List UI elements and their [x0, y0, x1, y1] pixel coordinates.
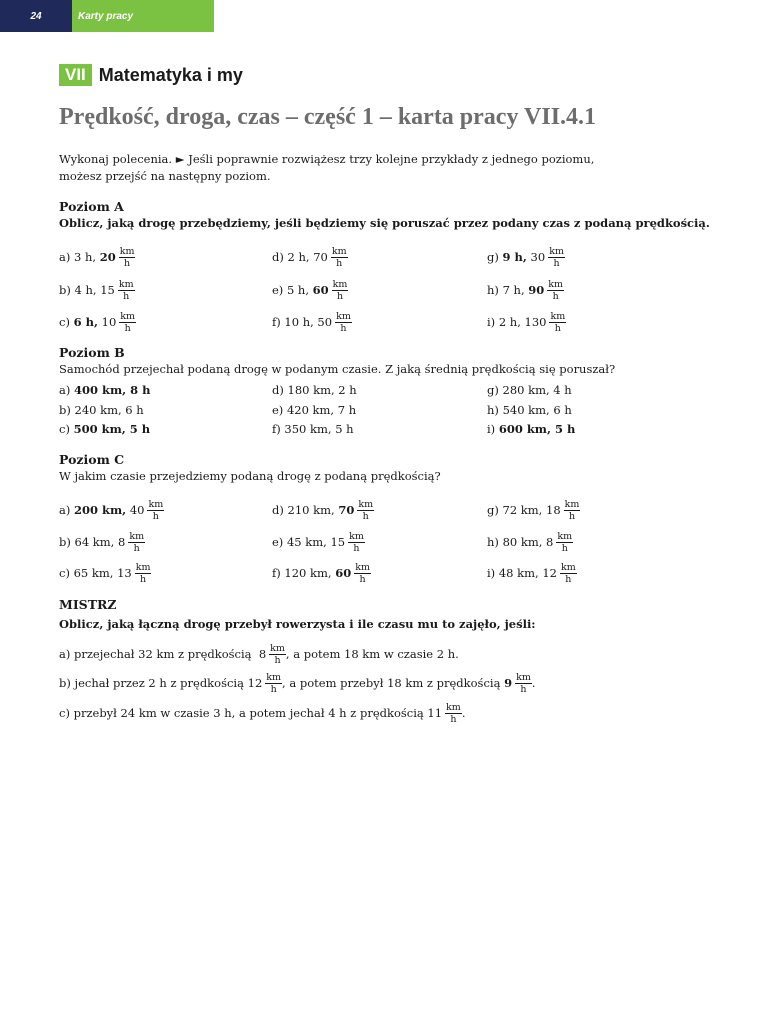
page-title: Prędkość, droga, czas – część 1 – karta pracy VII.4.1: [59, 104, 597, 130]
mistrz-heading: MISTRZ: [59, 597, 117, 612]
level-c-row-1: [59, 496, 719, 524]
header-bar: [0, 0, 214, 32]
level-a-heading: Poziom A: [59, 199, 124, 214]
exercise-item: a) 3 h, 20 $\frac{km}{h}$: [59, 245, 135, 269]
level-b-row-2: [59, 401, 719, 419]
intro-line-1: Wykonaj polecenia. ► Jeśli poprawnie rozwiążesz trzy kolejne przykłady z jednego poziomu,: [59, 152, 595, 166]
mistrz-item-b: b) jechał przez 2 h z prędkością 12 $\frac{km}{h}$ , a potem przebył 18 km z prędkością 9 $\frac{km}{h}$ .: [59, 671, 536, 695]
level-c-instruction: W jakim czasie przejedziemy podaną drogę z podaną prędkością?: [59, 469, 441, 483]
exercise-item: a) 400 km, 8 h: [59, 383, 151, 397]
exercise-item: i) 600 km, 5 h: [487, 422, 576, 436]
unit-fraction: $\frac{km}{h}$: [270, 642, 285, 666]
unit-fraction: $\frac{km}{h}$: [548, 278, 564, 302]
unit-fraction: $\frac{km}{h}$: [550, 310, 566, 334]
unit-fraction: $\frac{km}{h}$: [119, 245, 135, 269]
unit-fraction: $\frac{km}{h}$: [446, 701, 461, 725]
exercise-item: e) 420 km, 7 h: [272, 403, 357, 417]
exercise-item: i) 48 km, 12 $\frac{km}{h}$: [487, 561, 576, 585]
exercise-item: b) 240 km, 6 h: [59, 403, 144, 417]
exercise-item: g) 280 km, 4 h: [487, 383, 572, 397]
level-a-row-2: [59, 276, 719, 304]
unit-fraction: $\frac{km}{h}$: [135, 561, 151, 585]
level-b-row-1: [59, 381, 719, 399]
mistrz-item-a: a) przejechał 32 km z prędkością 8 $\frac{km}{h}$ , a potem 18 km w czasie 2 h.: [59, 642, 459, 666]
unit-fraction: $\frac{km}{h}$: [129, 530, 145, 554]
level-c-row-2: [59, 528, 719, 556]
exercise-item: g) 72 km, 18 $\frac{km}{h}$: [487, 498, 580, 522]
exercise-item: h) 80 km, 8 $\frac{km}{h}$: [487, 530, 573, 554]
exercise-item: b) 64 km, 8 $\frac{km}{h}$: [59, 530, 145, 554]
section-label: Karty pracy: [72, 0, 214, 32]
chapter-title: Matematyka i my: [98, 64, 243, 85]
unit-fraction: $\frac{km}{h}$: [358, 498, 374, 522]
page-number: 24: [0, 0, 72, 32]
unit-fraction: $\frac{km}{h}$: [266, 671, 282, 695]
exercise-item: c) 6 h, 10 $\frac{km}{h}$: [59, 310, 136, 334]
exercise-item: c) 500 km, 5 h: [59, 422, 151, 436]
unit-fraction: $\frac{km}{h}$: [564, 498, 580, 522]
exercise-item: f) 10 h, 50 $\frac{km}{h}$: [272, 310, 351, 334]
exercise-item: h) 540 km, 6 h: [487, 403, 572, 417]
chapter-heading: [59, 64, 243, 86]
exercise-item: b) 4 h, 15 $\frac{km}{h}$: [59, 278, 134, 302]
unit-fraction: $\frac{km}{h}$: [516, 671, 531, 695]
mistrz-item-c: c) przebył 24 km w czasie 3 h, a potem jechał 4 h z prędkością 11 $\frac{km}{h}$ .: [59, 701, 466, 725]
level-a-row-3: [59, 308, 719, 336]
unit-fraction: $\frac{km}{h}$: [336, 310, 351, 334]
level-b-heading: Poziom B: [59, 345, 125, 360]
unit-fraction: $\frac{km}{h}$: [349, 530, 364, 554]
exercise-item: d) 210 km, 70 $\frac{km}{h}$: [272, 498, 374, 522]
unit-fraction: $\frac{km}{h}$: [332, 278, 348, 302]
exercise-item: e) 45 km, 15 $\frac{km}{h}$: [272, 530, 364, 554]
level-b-row-3: [59, 420, 719, 438]
level-c-heading: Poziom C: [59, 452, 125, 467]
mistrz-instruction: Oblicz, jaką łączną drogę przebył rowerzysta i ile czasu mu to zajęło, jeśli:: [59, 617, 536, 631]
exercise-item: e) 5 h, 60 $\frac{km}{h}$: [272, 278, 348, 302]
exercise-item: d) 2 h, 70 $\frac{km}{h}$: [272, 245, 347, 269]
exercise-item: c) 65 km, 13 $\frac{km}{h}$: [59, 561, 151, 585]
intro-line-2: możesz przejść na następny poziom.: [59, 169, 271, 183]
level-a-instruction: Oblicz, jaką drogę przebędziemy, jeśli będziemy się poruszać przez podany czas z podaną prędkością.: [59, 216, 710, 230]
exercise-item: f) 120 km, 60 $\frac{km}{h}$: [272, 561, 370, 585]
chapter-badge: VII: [59, 64, 92, 86]
unit-fraction: $\frac{km}{h}$: [120, 310, 136, 334]
exercise-item: g) 9 h, 30 $\frac{km}{h}$: [487, 245, 564, 269]
level-c-row-3: [59, 559, 719, 587]
unit-fraction: $\frac{km}{h}$: [355, 561, 370, 585]
unit-fraction: $\frac{km}{h}$: [148, 498, 164, 522]
level-a-row-1: [59, 243, 719, 271]
level-b-instruction: Samochód przejechał podaną drogę w podanym czasie. Z jaką średnią prędkością się poruszał?: [59, 362, 616, 376]
exercise-item: a) 200 km, 40 $\frac{km}{h}$: [59, 498, 164, 522]
exercise-item: f) 350 km, 5 h: [272, 422, 354, 436]
unit-fraction: $\frac{km}{h}$: [560, 561, 576, 585]
unit-fraction: $\frac{km}{h}$: [549, 245, 564, 269]
exercise-item: h) 7 h, 90 $\frac{km}{h}$: [487, 278, 564, 302]
exercise-item: d) 180 km, 2 h: [272, 383, 357, 397]
unit-fraction: $\frac{km}{h}$: [118, 278, 134, 302]
unit-fraction: $\frac{km}{h}$: [557, 530, 573, 554]
unit-fraction: $\frac{km}{h}$: [331, 245, 347, 269]
exercise-item: i) 2 h, 130 $\frac{km}{h}$: [487, 310, 566, 334]
